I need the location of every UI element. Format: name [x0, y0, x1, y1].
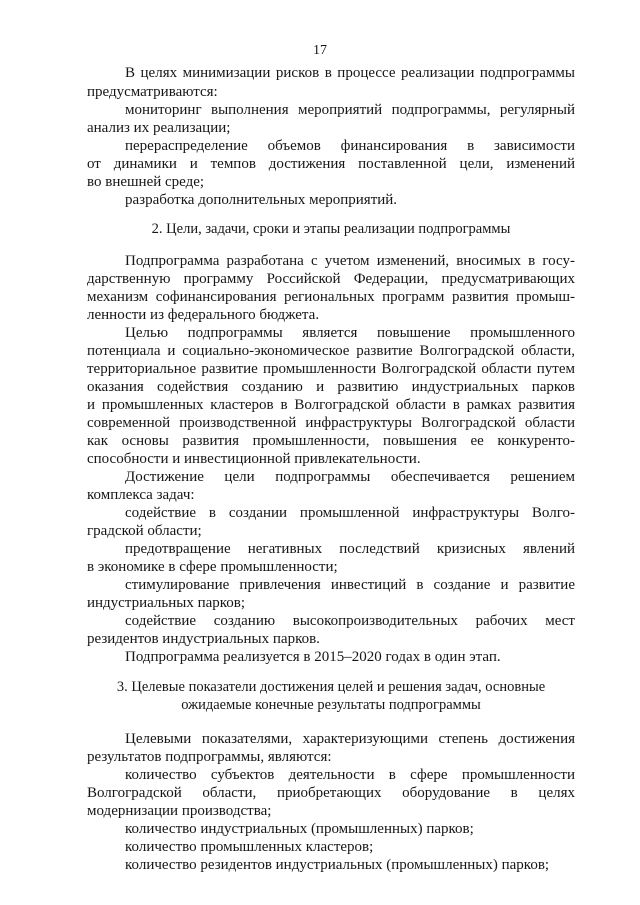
text-line: ленности из федерального бюджета. — [87, 307, 320, 323]
text-line: модернизации производства; — [87, 803, 272, 819]
text-line: современной производственной инфраструктуры Волгоградской области — [87, 415, 575, 431]
section-heading: 3. Целевые показатели достижения целей и решения задач, основные — [116, 679, 546, 695]
text-line: потенциала и социально-экономическое развитие Волгоградской области, — [87, 343, 575, 359]
text-line: перераспределение объемов финансирования в зависимости — [125, 138, 575, 154]
text-line: предотвращение негативных последствий кризисных явлений — [125, 541, 575, 557]
section-heading: ожидаемые конечные результаты подпрограммы — [181, 697, 481, 713]
text-line: предусматриваются: — [87, 84, 218, 100]
text-line: территориальное развитие промышленности Волгоградской области путем — [87, 361, 575, 377]
text-line: количество промышленных кластеров; — [125, 839, 374, 855]
text-line: резидентов индустриальных парков. — [87, 631, 320, 647]
text-line: способности и инвестиционной привлекательности. — [87, 451, 421, 467]
text-line: стимулирование привлечения инвестиций в создание и развитие — [125, 577, 575, 593]
text-line: дарственную программу Российской Федерации, предусматривающих — [87, 271, 575, 287]
text-line: разработка дополнительных мероприятий. — [125, 192, 398, 208]
text-line: содействие в создании промышленной инфраструктуры Волго- — [125, 505, 575, 521]
text-line: Подпрограмма разработана с учетом изменений, вносимых в госу- — [125, 253, 575, 269]
text-line: количество субъектов деятельности в сфере промышленности — [125, 767, 575, 783]
text-line: во внешней среде; — [87, 174, 205, 190]
text-line: Подпрограмма реализуется в 2015–2020 годах в один этап. — [125, 649, 501, 665]
text-line: от динамики и темпов достижения поставленной цели, изменений — [87, 156, 575, 172]
page-number: 17 — [313, 43, 327, 58]
text-line: как основы развития промышленности, повышения ее конкуренто- — [87, 433, 575, 449]
text-line: механизм софинансирования региональных программ развития промыш- — [87, 289, 575, 305]
text-line: оказания содействия созданию и развитию индустриальных парков — [87, 379, 575, 395]
text-line: градской области; — [87, 523, 202, 539]
text-line: содействие созданию высокопроизводительных рабочих мест — [125, 613, 575, 629]
text-line: количество резидентов индустриальных (промышленных) парков; — [125, 857, 550, 873]
text-line: количество индустриальных (промышленных) парков; — [125, 821, 474, 837]
text-line: мониторинг выполнения мероприятий подпрограммы, регулярный — [125, 102, 575, 118]
text-line: Достижение цели подпрограммы обеспечивается решением — [125, 469, 575, 485]
text-line: В целях минимизации рисков в процессе реализации подпрограммы — [125, 65, 575, 81]
text-line: Целью подпрограммы является повышение промышленного — [125, 325, 575, 341]
text-line: в экономике в сфере промышленности; — [87, 559, 338, 575]
section-heading: 2. Цели, задачи, сроки и этапы реализации подпрограммы — [151, 221, 511, 237]
text-line: Волгоградской области, приобретающих оборудование в целях — [87, 785, 575, 801]
text-line: анализ их реализации; — [87, 120, 231, 136]
text-line: комплекса задач: — [87, 487, 195, 503]
text-line: и промышленных кластеров в Волгоградской области в рамках развития — [87, 397, 575, 413]
text-line: индустриальных парков; — [87, 595, 246, 611]
text-line: результатов подпрограммы, являются: — [87, 749, 332, 765]
text-line: Целевыми показателями, характеризующими степень достижения — [125, 731, 575, 747]
